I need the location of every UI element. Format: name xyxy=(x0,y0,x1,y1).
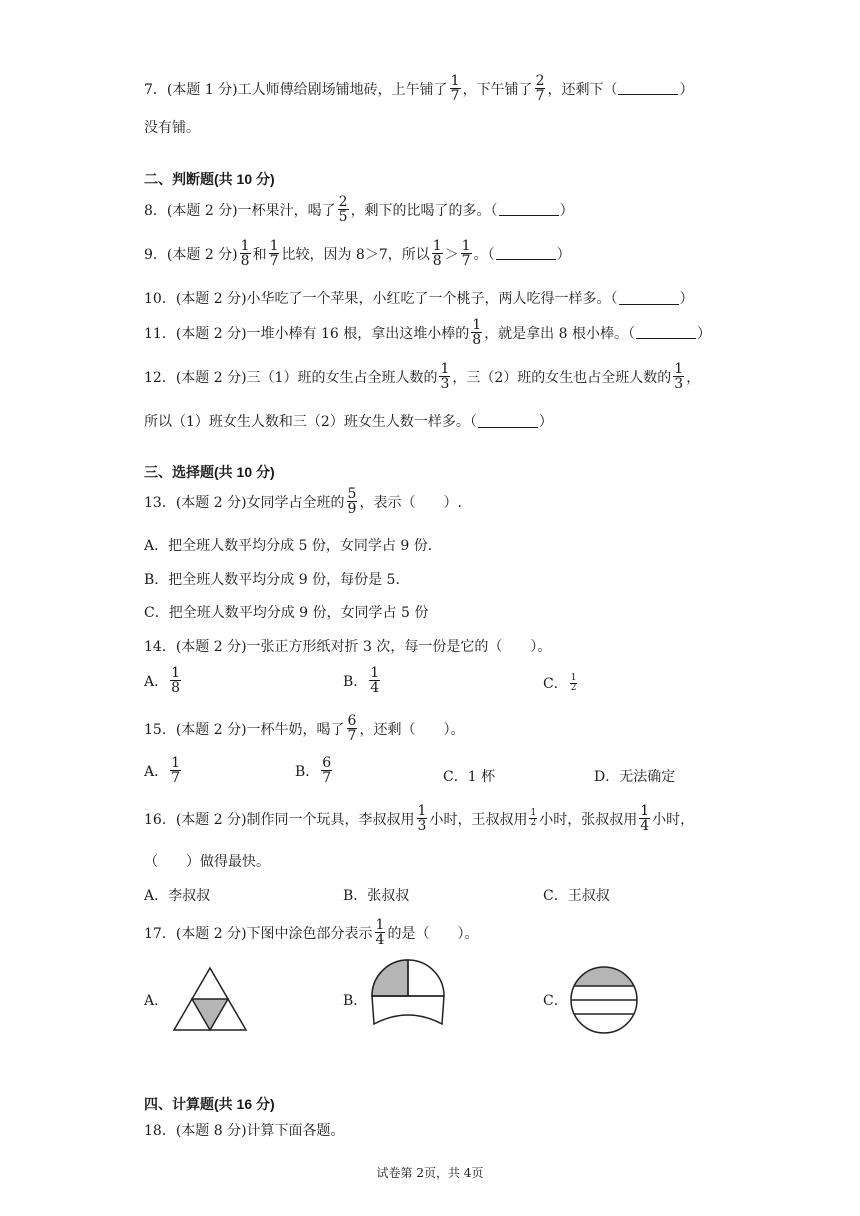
option-d[interactable]: D．无法确定 xyxy=(594,769,676,785)
fraction: $\frac{1}{7}$ xyxy=(461,238,471,269)
question-16: 16．(本题 2 分)制作同一个玩具，李叔叔用 $\frac{1}{3}$ 小时，王叔叔用 $\frac{1}{2}$ 小时，张叔叔用 $\frac{1}{4}$ 小时， xyxy=(144,803,695,834)
question-15: 15．(本题 2 分)一杯牛奶，喝了 $\frac{6}{7}$ ，还剩（ ）。 xyxy=(144,713,465,744)
option-c[interactable]: C．1 杯 xyxy=(443,769,496,785)
circle-figure[interactable] xyxy=(568,964,640,1036)
option-a[interactable]: A．李叔叔 xyxy=(144,888,211,904)
fraction: $\frac{1}{4}$ xyxy=(370,665,380,696)
question-18: 18．(本题 8 分)计算下面各题。 xyxy=(144,1123,345,1139)
fraction: $\frac{1}{8}$ xyxy=(432,238,442,269)
option-b[interactable]: B． $\frac{6}{7}$ xyxy=(295,755,332,786)
fraction: $\frac{1}{4}$ xyxy=(375,917,385,948)
fraction: $\frac{1}{3}$ xyxy=(417,803,427,834)
question-14: 14．(本题 2 分)一张正方形纸对折 3 次，每一份是它的（ ）。 xyxy=(144,639,552,655)
question-9: 9．(本题 2 分) $\frac{1}{8}$ 和 $\frac{1}{7}$ 比较，因为 8＞7，所以 $\frac{1}{8}$ ＞ $\frac{1}{7}$ 。（ ） xyxy=(144,238,571,269)
fraction: $\frac{6}{7}$ xyxy=(347,713,357,744)
question-7: 7．(本题 1 分)工人师傅给剧场铺地砖，上午铺了 $\frac{1}{7}$ ，下午铺了 $\frac{2}{7}$ ，还剩下（ ） xyxy=(144,73,694,104)
option-a[interactable]: A．把全班人数平均分成 5 份，女同学占 9 份. xyxy=(144,538,433,554)
question-12: 12．(本题 2 分)三（1）班的女生占全班人数的 $\frac{1}{3}$ ，三（2）班的女生也占全班人数的 $\frac{1}{3}$ ， xyxy=(144,361,701,392)
question-7-line2: 没有铺。 xyxy=(144,120,200,136)
answer-blank[interactable] xyxy=(618,82,678,95)
fraction: $\frac{2}{7}$ xyxy=(535,73,545,104)
question-10: 10．(本题 2 分)小华吃了一个苹果，小红吃了一个桃子，两人吃得一样多。（ ） xyxy=(144,291,694,307)
question-8: 8．(本题 2 分)一杯果汁，喝了 $\frac{2}{5}$ ，剩下的比喝了的多。（ ） xyxy=(144,194,574,225)
answer-blank[interactable] xyxy=(636,326,696,339)
option-b[interactable]: B．张叔叔 xyxy=(343,888,410,904)
fraction: $\frac{1}{8}$ xyxy=(171,665,181,696)
fraction: $\frac{1}{2}$ xyxy=(570,672,577,693)
option-a[interactable]: A． $\frac{1}{8}$ xyxy=(144,665,181,696)
option-a-label[interactable]: A． xyxy=(144,993,169,1009)
fraction: $\frac{5}{9}$ xyxy=(347,486,357,517)
fraction: $\frac{1}{7}$ xyxy=(269,238,279,269)
answer-blank[interactable] xyxy=(499,203,559,216)
section-heading: 二、判断题(共 10 分) xyxy=(144,171,275,187)
answer-blank[interactable] xyxy=(478,415,538,428)
fraction: $\frac{1}{7}$ xyxy=(450,73,460,104)
option-a[interactable]: A． $\frac{1}{7}$ xyxy=(144,755,181,786)
question-13: 13．(本题 2 分)女同学占全班的 $\frac{5}{9}$ ，表示（ ）. xyxy=(144,486,462,517)
section-heading: 三、选择题(共 10 分) xyxy=(144,464,275,480)
option-b[interactable]: B． $\frac{1}{4}$ xyxy=(343,665,380,696)
fraction: $\frac{6}{7}$ xyxy=(322,755,332,786)
answer-blank[interactable] xyxy=(619,292,679,305)
fraction: $\frac{1}{8}$ xyxy=(472,317,482,348)
page-footer: 试卷第 2页，共 4页 xyxy=(376,1166,484,1180)
option-c[interactable]: C． $\frac{1}{2}$ xyxy=(543,672,577,693)
fraction: $\frac{1}{2}$ xyxy=(530,808,537,828)
option-c-label[interactable]: C． xyxy=(543,993,568,1009)
fraction: $\frac{1}{7}$ xyxy=(171,755,181,786)
section-heading: 四、计算题(共 16 分) xyxy=(144,1096,275,1112)
option-c[interactable]: C．王叔叔 xyxy=(543,888,610,904)
question-17: 17．(本题 2 分)下图中涂色部分表示 $\frac{1}{4}$ 的是（ ）。 xyxy=(144,917,479,948)
option-c[interactable]: C．把全班人数平均分成 9 份，女同学占 5 份 xyxy=(144,605,429,621)
dome-figure[interactable] xyxy=(368,958,448,1028)
answer-blank[interactable] xyxy=(496,247,556,260)
triangle-figure[interactable] xyxy=(170,966,250,1032)
option-b[interactable]: B．把全班人数平均分成 9 份，每份是 5. xyxy=(144,572,400,588)
fraction: $\frac{1}{3}$ xyxy=(674,361,684,392)
option-b-label[interactable]: B． xyxy=(343,993,368,1009)
question-11: 11．(本题 2 分)一堆小棒有 16 根，拿出这堆小棒的 $\frac{1}{8}$ ，就是拿出 8 根小棒。（ ） xyxy=(144,317,711,348)
fraction: $\frac{2}{5}$ xyxy=(338,194,348,225)
fraction: $\frac{1}{8}$ xyxy=(240,238,250,269)
fraction: $\frac{1}{4}$ xyxy=(640,803,650,834)
question-12-line2: 所以（1）班女生人数和三（2）班女生人数一样多。（ ） xyxy=(144,414,553,430)
fraction: $\frac{1}{3}$ xyxy=(440,361,450,392)
question-16-line2: （ ）做得最快。 xyxy=(144,854,270,870)
